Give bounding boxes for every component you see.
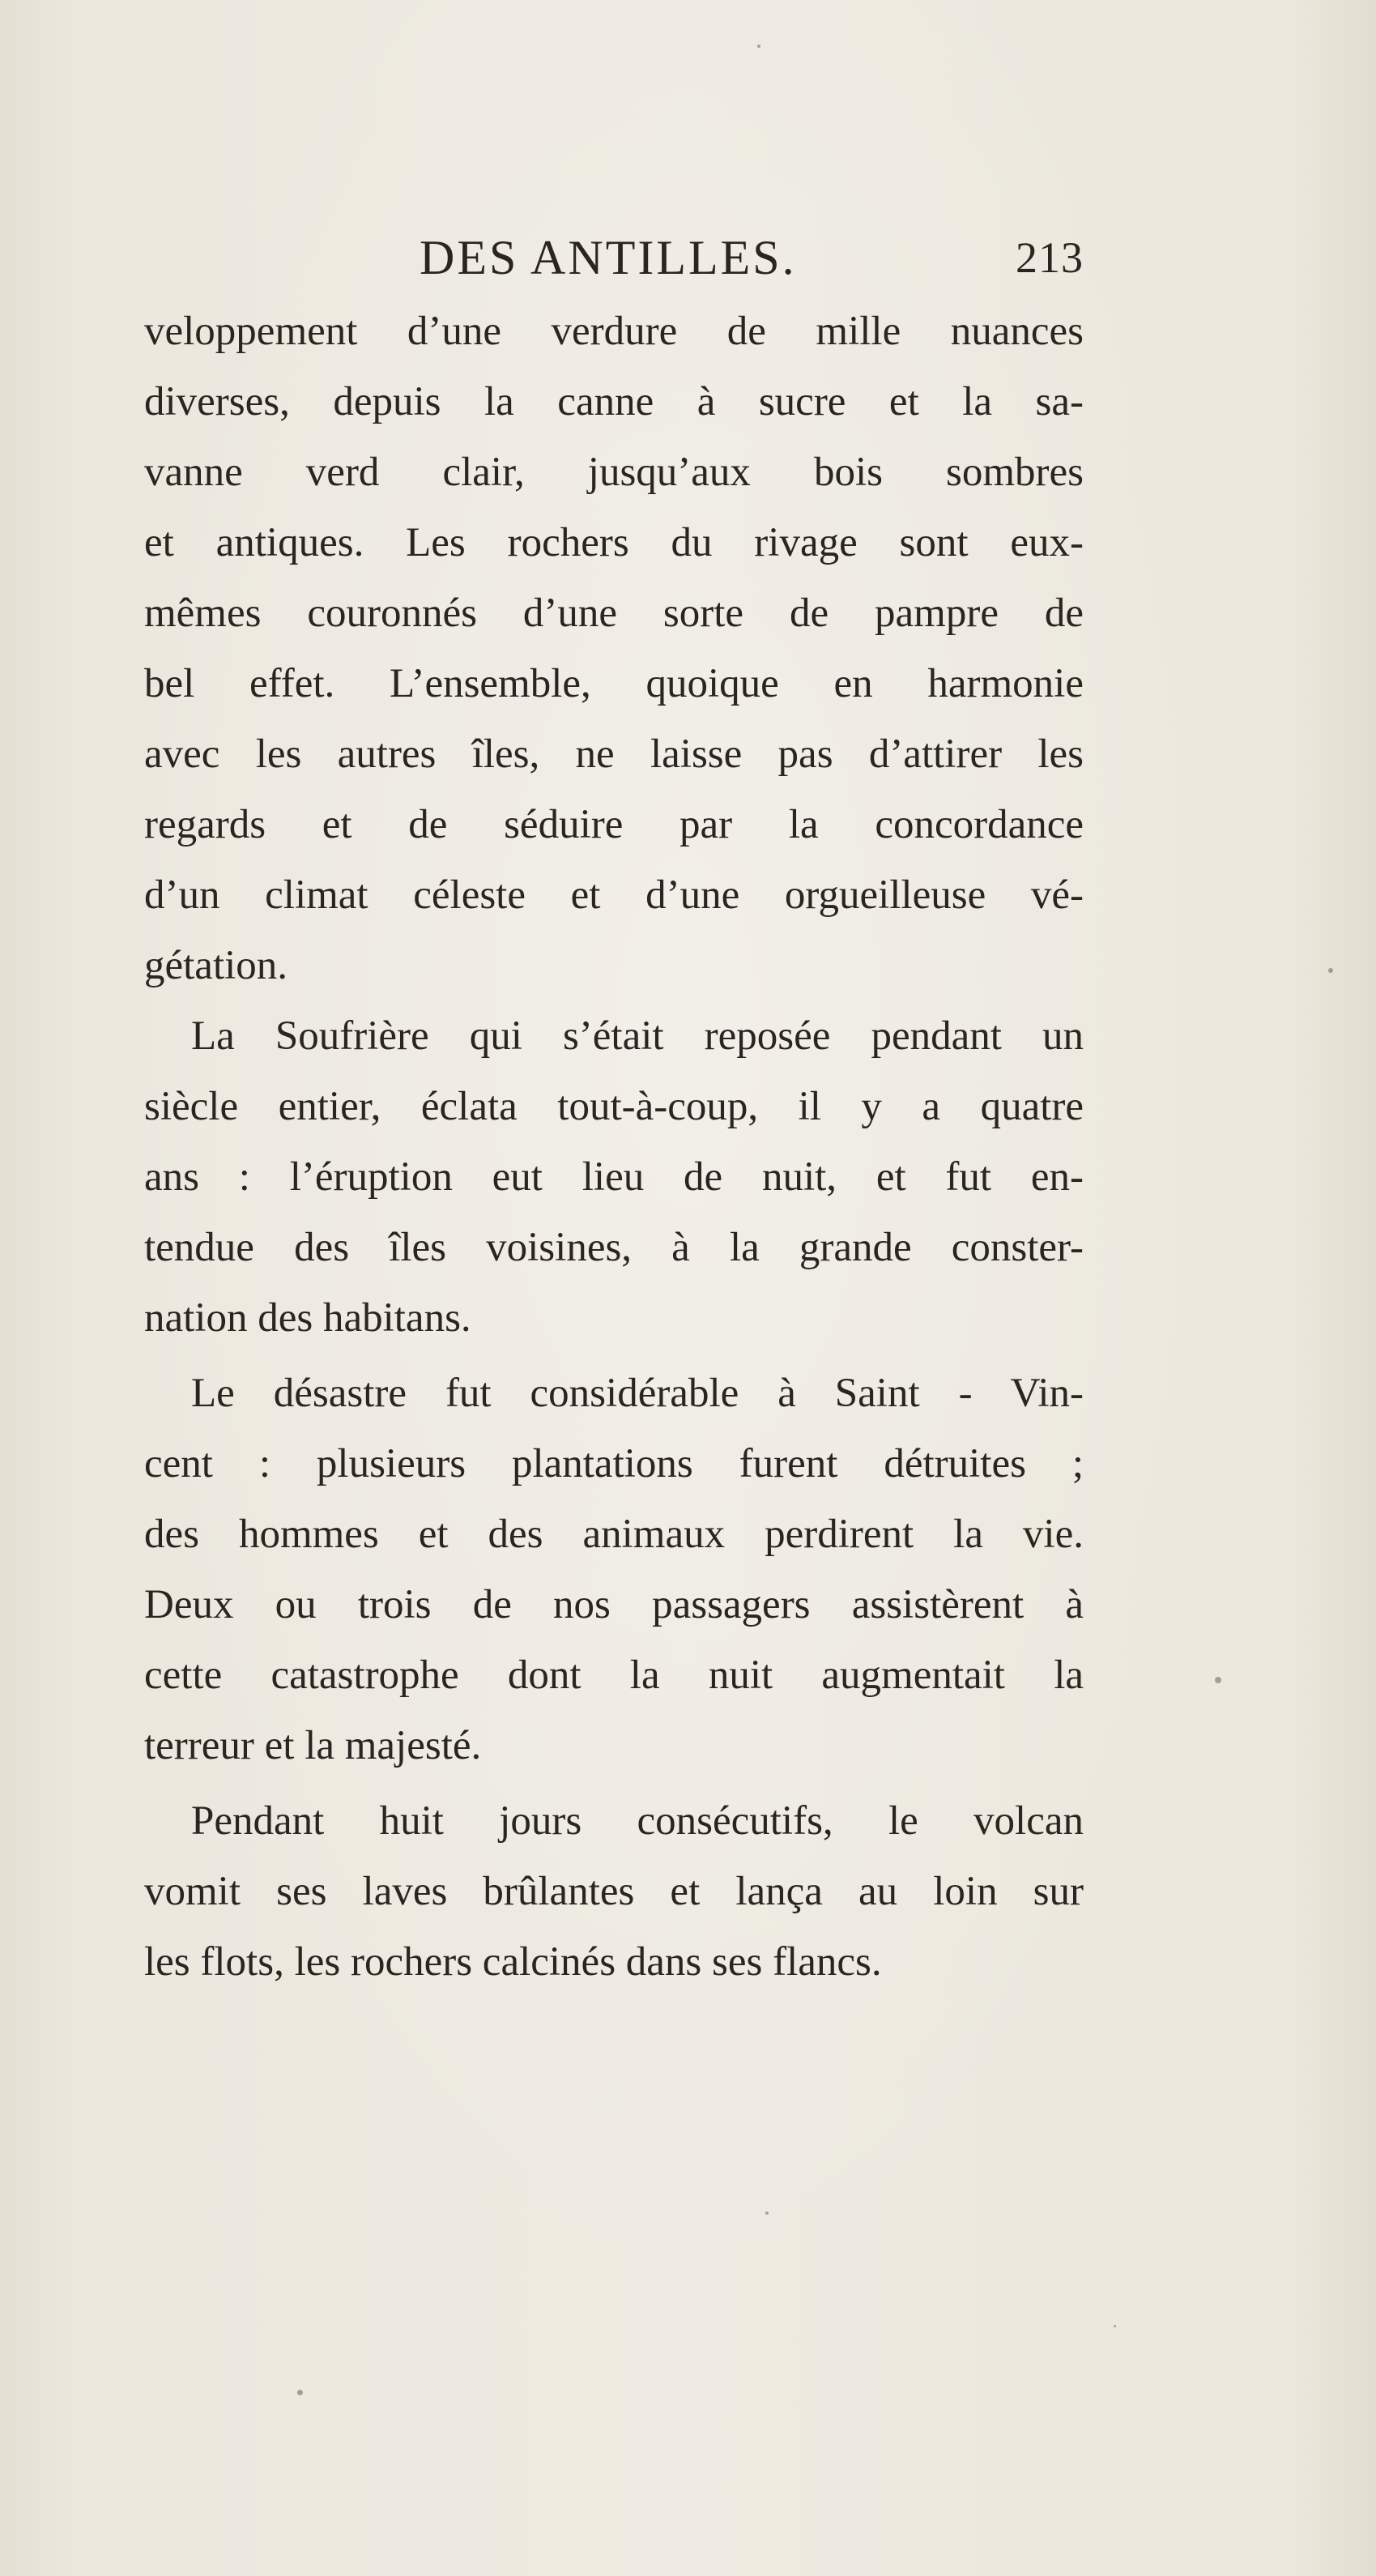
text-line: terreur et la majesté. — [144, 1723, 482, 1768]
text-line: Deux ou trois de nos passagers assistèrent à — [144, 1582, 1084, 1627]
text-line: cent : plusieurs plantations furent détruites ; — [144, 1441, 1084, 1486]
text-line: Pendant huit jours consécutifs, le volcan — [191, 1798, 1084, 1844]
paper-speck — [1114, 2325, 1116, 2327]
text-line: diverses, depuis la canne à sucre et la sa- — [144, 379, 1084, 424]
text-line: siècle entier, éclata tout-à-coup, il y a quatre — [144, 1084, 1084, 1129]
paper-speck — [757, 45, 760, 48]
text-line: La Soufrière qui s’était reposée pendant un — [191, 1013, 1084, 1059]
text-line: les flots, les rochers calcinés dans ses flancs. — [144, 1939, 882, 1985]
page-number: 213 — [1016, 233, 1084, 282]
body-text — [144, 296, 1084, 1998]
paragraph-1 — [144, 296, 1084, 1001]
text-line: Le désastre fut considérable à Saint - Vin- — [191, 1371, 1084, 1416]
text-line: ans : l’éruption eut lieu de nuit, et fut en- — [144, 1154, 1084, 1200]
text-line: d’un climat céleste et d’une orgueilleuse vé- — [144, 872, 1084, 918]
text-line: regards et de séduire par la concordance — [144, 802, 1084, 847]
text-line: vomit ses laves brûlantes et lança au loin sur — [144, 1869, 1084, 1914]
paragraph-4 — [144, 1786, 1084, 1998]
paper-speck — [1328, 968, 1333, 973]
paper-speck — [765, 2211, 769, 2215]
paper-speck — [1215, 1677, 1221, 1683]
text-line: cette catastrophe dont la nuit augmentait la — [144, 1653, 1084, 1698]
text-line: des hommes et des animaux perdirent la vie. — [144, 1512, 1084, 1557]
paper-speck — [297, 2390, 303, 2395]
text-line: tendue des îles voisines, à la grande conster- — [144, 1225, 1084, 1270]
text-line: nation des habitans. — [144, 1295, 471, 1341]
text-line: et antiques. Les rochers du rivage sont eux- — [144, 520, 1084, 565]
text-line: avec les autres îles, ne laisse pas d’attirer les — [144, 731, 1084, 777]
running-title: DES ANTILLES. — [420, 231, 797, 284]
text-line: bel effet. L’ensemble, quoique en harmonie — [144, 661, 1084, 706]
text-line: vanne verd clair, jusqu’aux bois sombres — [144, 450, 1084, 495]
text-line: mêmes couronnés d’une sorte de pampre de — [144, 591, 1084, 636]
text-line: gétation. — [144, 943, 288, 988]
paragraph-3 — [144, 1358, 1084, 1781]
page-header — [144, 225, 1084, 290]
paragraph-2 — [144, 1001, 1084, 1354]
text-line: veloppement d’une verdure de mille nuances — [144, 309, 1084, 354]
